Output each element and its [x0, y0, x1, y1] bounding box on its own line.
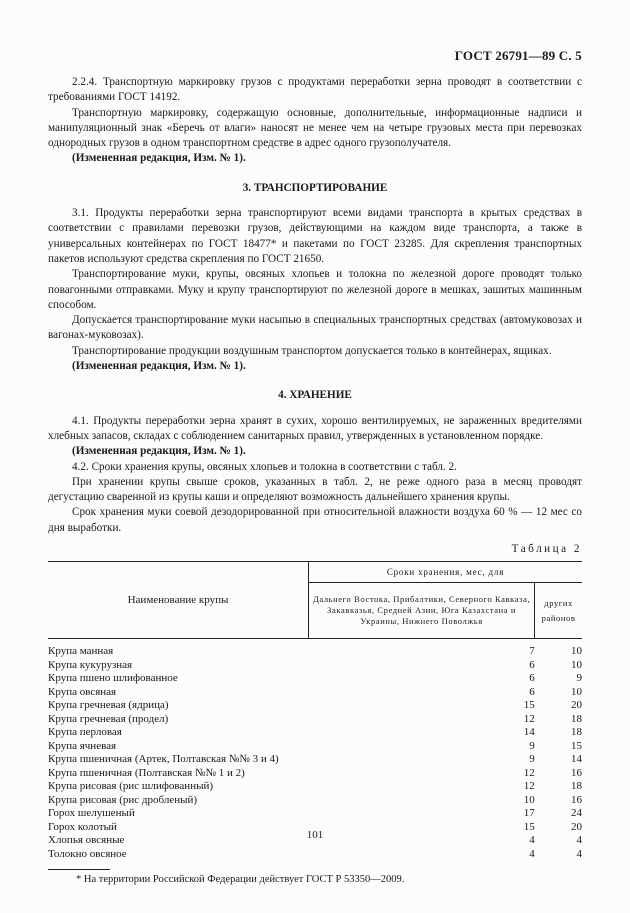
paragraph: Срок хранения муки соевой дезодорированной при относительной влажности воздуха 60 % — 12 мес со дня выработки. — [48, 506, 582, 534]
amendment-note: (Измененная редакция, Изм. № 1). — [72, 360, 246, 373]
term-regions-cell: 17 — [523, 807, 535, 820]
table-body — [48, 639, 582, 862]
page-header: ГОСТ 26791—89 С. 5 — [454, 48, 582, 63]
table-row — [48, 848, 582, 862]
term-regions-cell: 7 — [529, 645, 535, 658]
grain-name-cell: Крупа пшеничная (Полтавская №№ 1 и 2) — [48, 766, 245, 779]
term-other-cell: 24 — [571, 807, 582, 820]
column-header-name: Наименование крупы — [48, 562, 309, 639]
grain-name-cell: Хлопья овсяные — [48, 834, 125, 847]
term-other-cell: 20 — [571, 820, 582, 833]
table-row — [48, 686, 582, 700]
term-other-cell: 16 — [571, 766, 582, 779]
grain-name-cell: Крупа рисовая (рис шлифованный) — [48, 780, 214, 793]
amendment-note: (Измененная редакция, Изм. № 1). — [72, 445, 246, 458]
term-other-cell: 18 — [571, 712, 582, 725]
section-title-storage: 4. ХРАНЕНИЕ — [278, 389, 352, 402]
table-row — [48, 767, 582, 781]
footnote: * На территории Российской Федерации действует ГОСТ Р 53350—2009. — [76, 874, 405, 886]
grain-name-cell: Крупа перловая — [48, 726, 122, 739]
paragraph: Транспортную маркировку, содержащую основные, дополнительные, информационные надписи и манипуляционный знак «Беречь от влаги» наносят не менее чем на четыре грузовых места при перевозках однородных грузов в одном транспортном средстве в адрес одного грузополучателя. — [48, 106, 582, 150]
table-row — [48, 807, 582, 821]
grain-name-cell: Толокно овсяное — [48, 847, 127, 860]
grain-name-cell: Крупа пшено шлифованное — [48, 672, 178, 685]
column-header-regions: Дальнего Востока, Прибалтики, Северного Кавказа, Закавказья, Средней Азии, Юга Казахстана и Украины, Нижнего Поволжья — [309, 583, 535, 639]
term-other-cell: 18 — [571, 726, 582, 739]
paragraph: Транспортирование муки, крупы, овсяных хлопьев и толокна по железной дороге проводят только повагонными отправками. Муку и крупу транспортируют по железной дороге в мешках, зашитых машинным способом. — [48, 268, 582, 311]
table-caption: Таблица 2 — [511, 543, 582, 556]
grain-name-cell: Крупа овсяная — [48, 685, 117, 698]
term-regions-cell: 12 — [523, 780, 535, 793]
grain-name-cell: Крупа гречневая (продел) — [48, 712, 169, 725]
term-regions-cell: 9 — [529, 739, 535, 752]
term-regions-cell: 6 — [529, 685, 535, 698]
table-row — [48, 726, 582, 740]
term-other-cell: 4 — [576, 847, 582, 860]
footnote-divider — [48, 869, 110, 870]
table-row — [48, 639, 582, 659]
term-other-cell: 14 — [571, 753, 582, 766]
term-other-cell: 10 — [571, 645, 582, 658]
paragraph: 4.1. Продукты переработки зерна хранят в сухих, хорошо вентилируемых, не зараженных вредителями хлебных запасов, складах с соблюдением санитарных правил, утвержденных в установленном порядке. — [48, 414, 582, 442]
term-other-cell: 16 — [571, 793, 582, 806]
paragraph: Допускается транспортирование муки насыпью в специальных транспортных средствах (автомуковозах и вагонах-муковозах). — [48, 314, 582, 342]
table-row — [48, 794, 582, 808]
table-row — [48, 780, 582, 794]
grain-name-cell: Горох колотый — [48, 820, 117, 833]
paragraph: 4.2. Сроки хранения крупы, овсяных хлопьев и толокна в соответствии с табл. 2. — [72, 460, 457, 473]
amendment-note: (Измененная редакция, Изм. № 1). — [72, 152, 246, 165]
paragraph: 2.2.4. Транспортную маркировку грузов с продуктами переработки зерна проводят в соответствии с требованиями ГОСТ 14192. — [48, 76, 582, 104]
paragraph: При хранении крупы свыше сроков, указанных в табл. 2, не реже одного раза в месяц проводят дегустацию сваренной из крупы каши и определяют возможность дальнейшего хранения крупы. — [48, 475, 582, 504]
term-regions-cell: 9 — [529, 753, 535, 766]
table-row — [48, 753, 582, 767]
table-row — [48, 699, 582, 713]
term-other-cell: 18 — [571, 780, 582, 793]
column-header-group: Сроки хранения, мес, для — [309, 562, 583, 583]
table-row — [48, 713, 582, 727]
paragraph: Транспортирование продукции воздушным транспортом допускается только в контейнерах, ящиках. — [72, 344, 552, 357]
page-number: 101 — [306, 829, 324, 841]
term-other-cell: 10 — [571, 658, 582, 671]
grain-name-cell: Крупа манная — [48, 645, 114, 658]
term-regions-cell: 4 — [529, 847, 535, 860]
term-other-cell: 9 — [576, 672, 582, 685]
term-regions-cell: 6 — [529, 658, 535, 671]
term-regions-cell: 12 — [523, 712, 535, 725]
column-header-other-regions: других районов — [535, 583, 582, 639]
term-other-cell: 20 — [571, 699, 582, 712]
term-regions-cell: 15 — [523, 699, 535, 712]
section-title-transport: 3. ТРАНСПОРТИРОВАНИЕ — [242, 181, 388, 194]
term-regions-cell: 15 — [523, 820, 535, 833]
storage-terms-table — [48, 561, 582, 861]
term-regions-cell: 14 — [523, 726, 535, 739]
term-regions-cell: 6 — [529, 672, 535, 685]
page-content — [48, 75, 582, 888]
grain-name-cell: Крупа пшеничная (Артек, Полтавская №№ 3 и 4) — [48, 753, 279, 766]
grain-name-cell: Крупа гречневая (ядрица) — [48, 699, 169, 712]
table-row — [48, 659, 582, 673]
table-row — [48, 672, 582, 686]
term-regions-cell: 12 — [523, 766, 535, 779]
grain-name-cell: Горох шелушеный — [48, 807, 135, 820]
grain-name-cell: Крупа ячневая — [48, 739, 117, 752]
term-other-cell: 4 — [576, 834, 582, 847]
term-regions-cell: 4 — [529, 834, 535, 847]
term-other-cell: 10 — [571, 685, 582, 698]
grain-name-cell: Крупа рисовая (рис дробленый) — [48, 793, 198, 806]
table-row — [48, 740, 582, 754]
grain-name-cell: Крупа кукурузная — [48, 658, 133, 671]
term-other-cell: 15 — [571, 739, 582, 752]
paragraph: 3.1. Продукты переработки зерна транспортируют всеми видами транспорта в крытых средствах в соответствии с правилами перевозки грузов, действующими на каждом виде транспорта, а также в универсальных контейнерах по ГОСТ 18477* и пакетами по ГОСТ 23285. Для скрепления транспортных пакетов используют средства скрепления по ГОСТ 21650. — [48, 207, 582, 265]
term-regions-cell: 10 — [523, 793, 535, 806]
